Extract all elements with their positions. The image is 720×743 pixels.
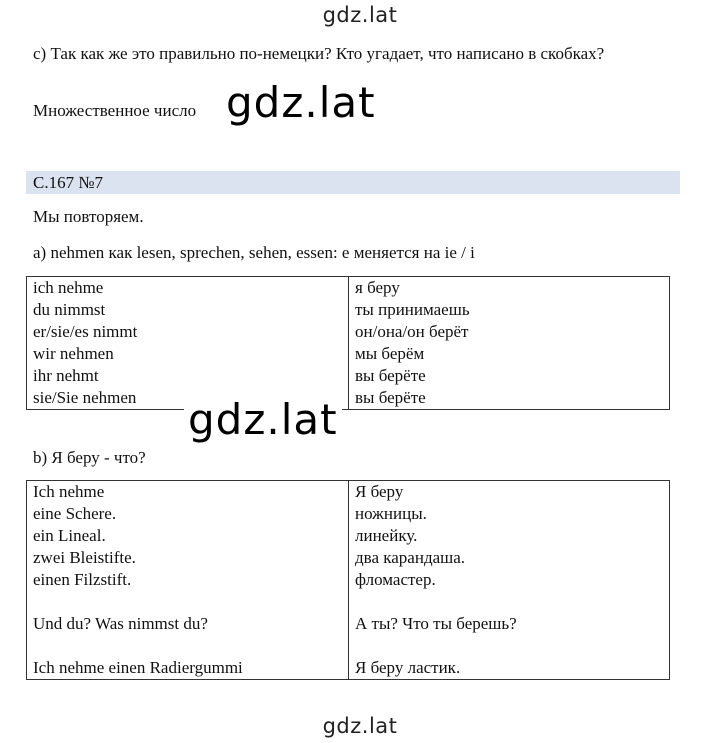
russian-line: вы берёте — [355, 388, 426, 407]
conjugation-table — [26, 276, 670, 410]
spacer — [355, 591, 663, 613]
watermark-large-2: gdz.lat — [184, 399, 342, 441]
russian-line: я беру — [355, 278, 400, 297]
german-line: er/sie/es nimmt — [33, 322, 138, 341]
russian-column — [349, 481, 670, 680]
watermark-large-1: gdz.lat — [222, 82, 380, 124]
german-line: wir nehmen — [33, 344, 114, 363]
russian-answer: Я беру ластик. — [355, 658, 461, 677]
german-line: Ich nehme — [33, 482, 105, 501]
plural-label: Множественное число — [33, 101, 197, 120]
spacer — [355, 635, 663, 657]
section-heading: С.167 №7 — [26, 171, 680, 194]
german-line: ein Lineal. — [33, 526, 106, 545]
german-line: eine Schere. — [33, 504, 117, 523]
german-line: sie/Sie nehmen — [33, 388, 137, 407]
watermark-bottom: gdz.lat — [322, 714, 398, 738]
german-answer: Ich nehme einen Radiergummi — [33, 658, 243, 677]
german-line: einen Filzstift. — [33, 570, 132, 589]
repeat-text: Мы повторяем. — [33, 207, 144, 226]
spacer — [33, 591, 342, 613]
russian-line: мы берём — [355, 344, 425, 363]
table-row — [27, 481, 670, 680]
russian-line: фломастер. — [355, 570, 436, 589]
watermark-top: gdz.lat — [322, 3, 398, 27]
spacer — [33, 635, 342, 657]
german-column — [27, 277, 349, 410]
german-line: du nimmst — [33, 300, 106, 319]
vocabulary-table — [26, 480, 670, 680]
german-question: Und du? Was nimmst du? — [33, 614, 208, 633]
task-c-text: c) Так как же это правильно по-немецки? Кто угадает, что написано в скобках? — [33, 44, 605, 63]
task-b-text: b) Я беру - что? — [33, 448, 146, 467]
german-column — [27, 481, 349, 680]
russian-line: он/она/он берёт — [355, 322, 469, 341]
russian-line: ножницы. — [355, 504, 427, 523]
german-line: zwei Bleistifte. — [33, 548, 136, 567]
russian-line: ты принимаешь — [355, 300, 470, 319]
german-line: ihr nehmt — [33, 366, 99, 385]
german-line: ich nehme — [33, 278, 104, 297]
russian-line: линейку. — [355, 526, 418, 545]
russian-question: А ты? Что ты берешь? — [355, 614, 517, 633]
russian-line: вы берёте — [355, 366, 426, 385]
russian-column — [349, 277, 670, 410]
task-a-text: a) nehmen как lesen, sprechen, sehen, essen: e меняется на ie / i — [33, 243, 475, 262]
russian-line: два карандаша. — [355, 548, 466, 567]
table-row — [27, 277, 670, 410]
russian-line: Я беру — [355, 482, 404, 501]
